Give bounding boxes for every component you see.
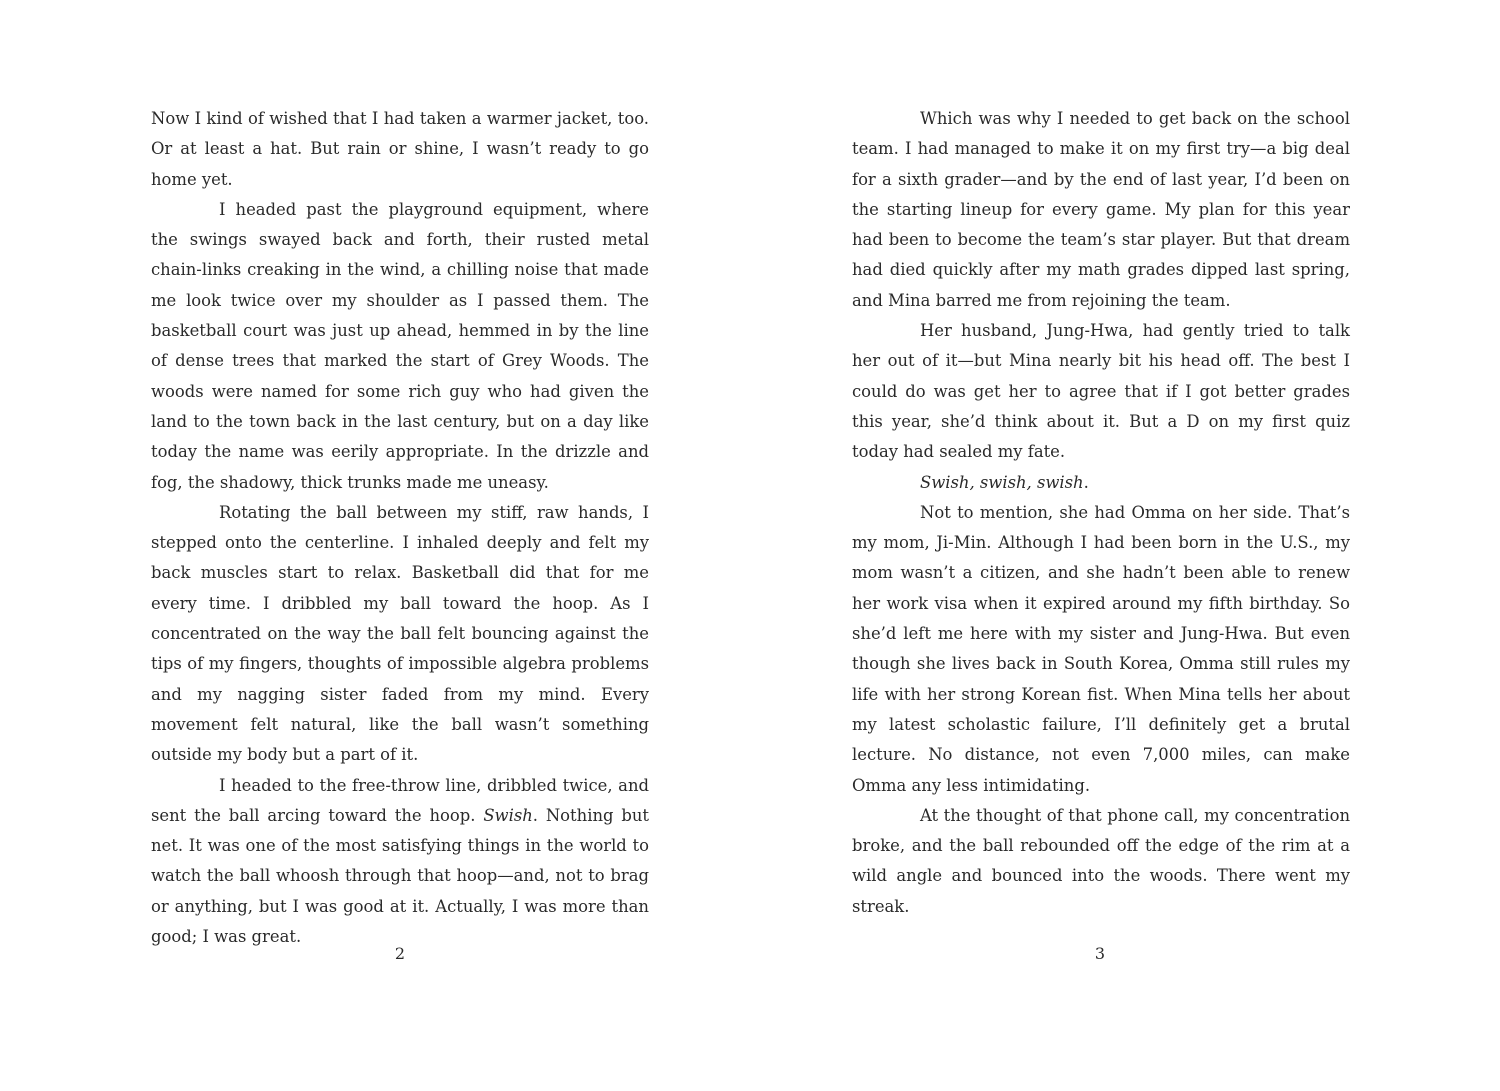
left-page-text [151,104,649,952]
left-paragraph-2: I headed past the playground equipment, where the swings swayed back and forth, their rusted metal chain-links creaking in the wind, a chilling noise that made me look twice over my shoulder as I passed them. The basketball court was just up ahead, hemmed in by the line of dense trees that marked the start of Grey Woods. The woods were named for some rich guy who had given the land to the town back in the last century, but on a day like today the name was eerily appropriate. In the drizzle and fog, the shadowy, thick trunks made me uneasy. [151,199,649,492]
left-paragraph-4: I headed to the free-throw line, dribbled twice, and sent the ball arcing toward the hoop. Swish. Nothing but net. It was one of the most satisfying things in the world to watch the ball whoosh through that hoop—and, not to brag or anything, but I was good at it. Actually, I was more than good; I was great. [151,775,649,947]
right-paragraph-5: At the thought of that phone call, my concentration broke, and the ball rebounded off the edge of the rim at a wild angle and bounced into the woods. There went my streak. [852,805,1350,916]
right-paragraph-1: Which was why I needed to get back on the school team. I had managed to make it on my first try—a big deal for a sixth grader—and by the end of last year, I’d been on the starting lineup for every game. My plan for this year had been to become the team’s star player. But that dream had died quickly after my math grades dipped last spring, and Mina barred me from rejoining the team. [852,109,1350,310]
left-paragraph-3: Rotating the ball between my stiff, raw hands, I stepped onto the centerline. I inhaled deeply and felt my back muscles start to relax. Basketball did that for me every time. I dribbled my ball toward the hoop. As I concentrated on the way the ball felt bouncing against the tips of my fingers, thoughts of impossible algebra problems and my nagging sister faded from my mind. Every movement felt natural, like the ball wasn’t something outside my body but a part of it. [151,502,649,765]
right-page-text [852,104,1350,922]
right-page-number: 3 [1094,944,1106,963]
right-page [852,104,1350,922]
right-paragraph-2: Her husband, Jung-Hwa, had gently tried to talk her out of it—but Mina nearly bit his head off. The best I could do was get her to agree that if I got better grades this year, she’d think about it. But a D on my first quiz today had sealed my fate. [852,321,1350,462]
right-paragraph-3: Swish, swish, swish. [920,472,1089,492]
left-paragraph-1: Now I kind of wished that I had taken a warmer jacket, too. Or at least a hat. But rain or shine, I wasn’t ready to go home yet. [151,109,649,189]
left-page [151,104,649,952]
right-paragraph-4: Not to mention, she had Omma on her side. That’s my mom, Ji-Min. Although I had been born in the U.S., my mom wasn’t a citizen, and she hadn’t been able to renew her work visa when it expired around my fifth birthday. So she’d left me here with my sister and Jung-Hwa. But even though she lives back in South Korea, Omma still rules my life with her strong Korean fist. When Mina tells her about my latest scholastic failure, I’ll definitely get a brutal lecture. No distance, not even 7,000 miles, can make Omma any less intimidating. [852,502,1350,795]
left-page-number: 2 [394,944,406,963]
